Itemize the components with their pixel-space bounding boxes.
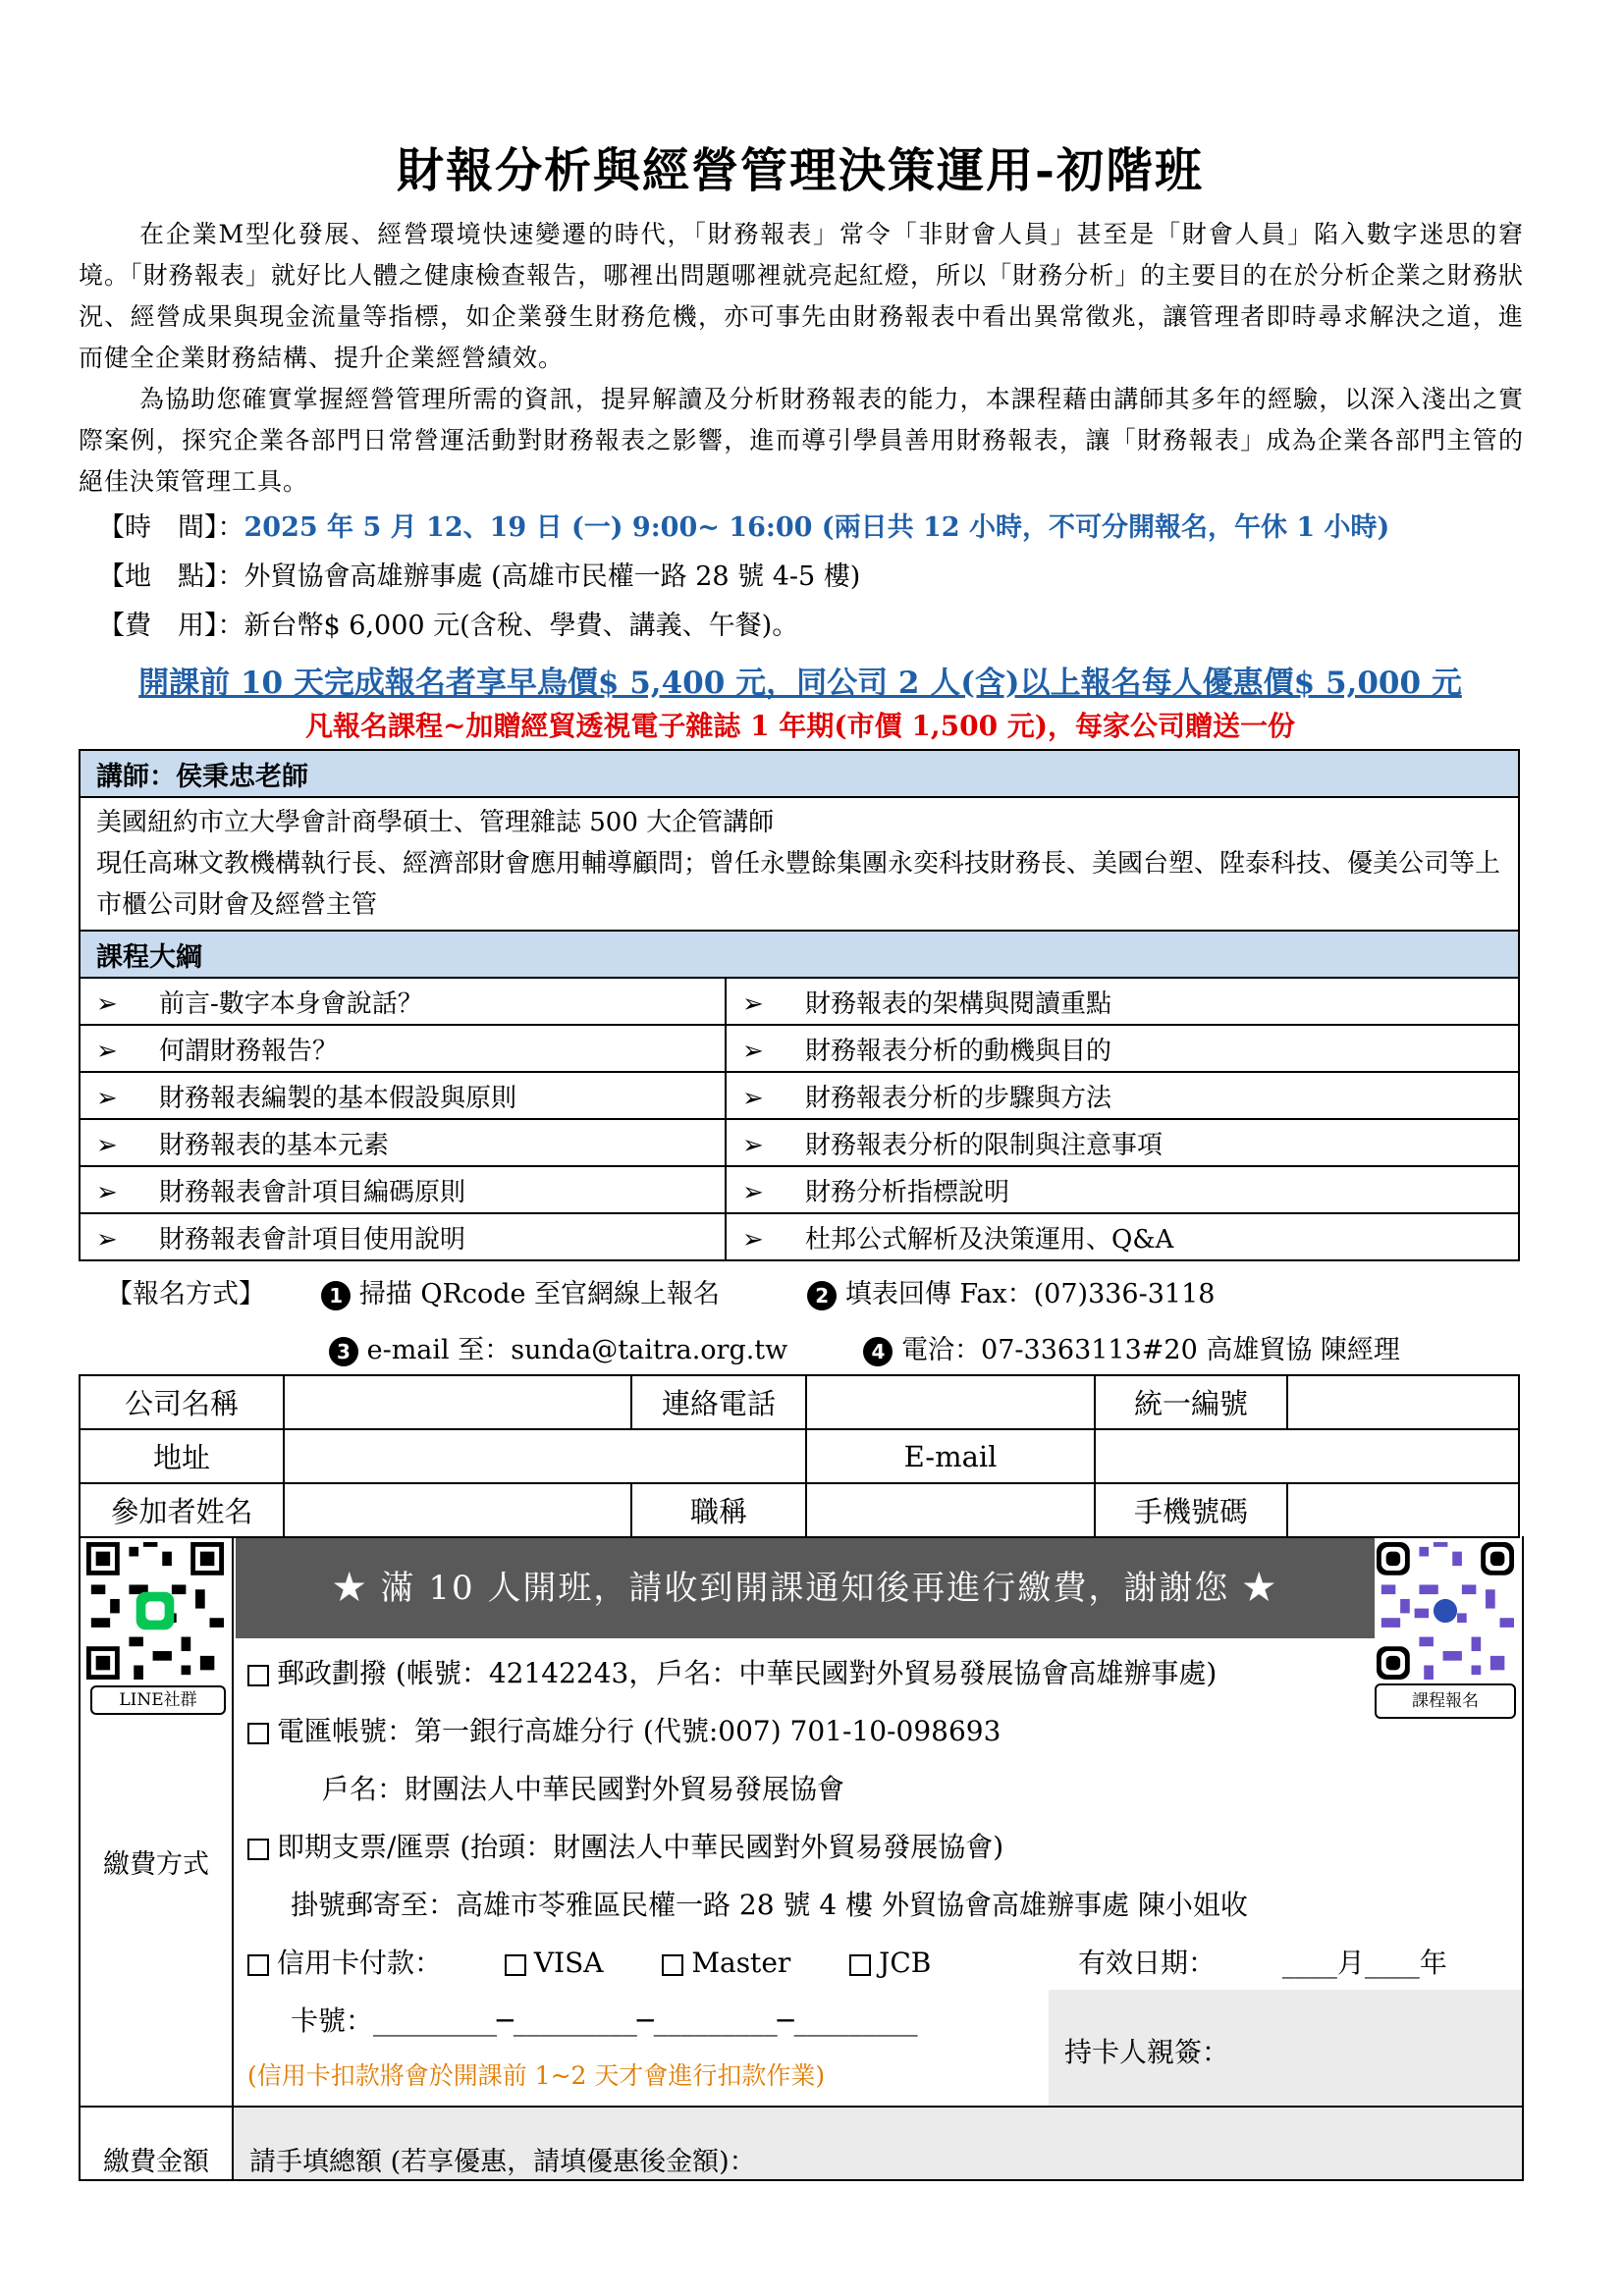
wire-option: 電匯帳號：第一銀行高雄分行 (代號:007) 701-10-098693 — [247, 1710, 1001, 1749]
instructor-header: 講師：侯秉忠老師 — [80, 750, 1519, 797]
registration-row-2 — [329, 1328, 1400, 1366]
bullet-icon: ➢ — [96, 1083, 118, 1113]
time-row — [98, 508, 1389, 548]
master-checkbox[interactable] — [662, 1954, 683, 1976]
signup-label: 課程報名 — [1375, 1683, 1516, 1719]
bullet-icon: ➢ — [742, 1130, 764, 1160]
amount-label: 繳費金額 — [103, 2147, 209, 2177]
postal-checkbox[interactable] — [247, 1665, 269, 1686]
outline-item: ➢ 財務報表的基本元素 — [80, 1119, 726, 1166]
fee-value: 新台幣$ 6,000 元(含稅、學費、講義、午餐)。 — [244, 611, 799, 641]
visa-checkbox[interactable] — [505, 1954, 526, 1976]
tax-id-label: 統一編號 — [1095, 1375, 1287, 1429]
number-2-icon: 2 — [807, 1281, 837, 1310]
outline-item: ➢ 杜邦公式解析及決策運用、Q&A — [726, 1213, 1519, 1260]
mobile-input[interactable] — [1287, 1483, 1519, 1537]
bullet-icon: ➢ — [96, 1036, 118, 1066]
jcb-label: JCB — [879, 1947, 932, 1979]
bullet-icon: ➢ — [742, 1224, 764, 1255]
job-title-input[interactable] — [806, 1483, 1095, 1537]
expiry-row — [1078, 1942, 1447, 1981]
email-label: E-mail — [806, 1429, 1095, 1483]
outline-item: ➢ 財務報表分析的動機與目的 — [726, 1025, 1519, 1072]
outline-item: ➢ 財務報表編製的基本假設與原則 — [80, 1072, 726, 1119]
bullet-icon: ➢ — [96, 1130, 118, 1160]
bullet-icon: ➢ — [742, 1083, 764, 1113]
intro — [79, 214, 1524, 503]
tax-id-input[interactable] — [1287, 1375, 1519, 1429]
address-input[interactable] — [284, 1429, 806, 1483]
registration-form — [79, 1374, 1520, 1538]
amount-input[interactable]: 請手填總額 (若享優惠，請填優惠後金額)： — [249, 2147, 756, 2177]
number-3-icon: 3 — [329, 1337, 358, 1366]
attendee-label: 參加者姓名 — [80, 1483, 284, 1537]
master-label: Master — [691, 1947, 791, 1979]
phone-input[interactable] — [806, 1375, 1095, 1429]
bullet-icon: ➢ — [96, 988, 118, 1019]
page-title: 財報分析與經營管理決策運用-初階班 — [397, 143, 1204, 198]
registration-method-phone: 電洽：07-3363113#20 高雄貿協 陳經理 — [901, 1335, 1400, 1365]
email-input[interactable] — [1095, 1429, 1519, 1483]
bullet-icon: ➢ — [96, 1224, 118, 1255]
credit-card-option: 信用卡付款： VISA Master JCB — [247, 1942, 931, 1981]
outline-header: 課程大綱 — [80, 931, 1519, 978]
card-number-input[interactable]: 卡號：_________─_________─_________─_________ — [291, 2004, 918, 2037]
intro-paragraph: 在企業M型化發展、經營環境快速變遷的時代，「財務報表」常令「非財會人員」甚至是「財會人員」陷入數字迷思的窘境。「財務報表」就好比人體之健康檢查報告，哪裡出問題哪裡就亮起紅燈，所以「財務分析」的主要目的在於分析企業之財務狀況、經營成果與現金流量等指標，如企業發生財務危機，亦可事先由財務報表中看出異常徵兆，讓管理者即時尋求解決之道，進而健全企業財務結構、提升企業經營績效。 — [79, 220, 1524, 372]
mobile-label: 手機號碼 — [1095, 1483, 1287, 1537]
line-qr-code-icon[interactable] — [86, 1542, 224, 1680]
number-1-icon: 1 — [321, 1281, 351, 1310]
address-label: 地址 — [80, 1429, 284, 1483]
instructor-bio — [80, 797, 1519, 931]
class-notice-banner: ★ 滿 10 人開班，請收到開課通知後再進行繳費，謝謝您 ★ — [236, 1538, 1375, 1638]
payment-method-label: 繳費方式 — [103, 1849, 209, 1880]
signature-area[interactable] — [1049, 1990, 1522, 2106]
bullet-icon: ➢ — [742, 1177, 764, 1207]
registration-method-email[interactable]: e-mail 至：sunda@taitra.org.tw — [366, 1335, 788, 1365]
signature-label: 持卡人親簽： — [1064, 2036, 1230, 2068]
fee-label: 【費 用】： — [98, 611, 244, 641]
registration-row-1 — [106, 1272, 1215, 1310]
wire-checkbox[interactable] — [247, 1723, 269, 1744]
course-table — [79, 749, 1520, 1261]
time-value: 2025 年 5 月 12、19 日 (一) 9:00~ 16:00 (兩日共 12 小時，不可分開報名，午休 1 小時) — [244, 512, 1390, 543]
bullet-icon: ➢ — [742, 1036, 764, 1066]
time-label: 【時 間】： — [98, 512, 244, 543]
company-input[interactable] — [284, 1375, 631, 1429]
bullet-icon: ➢ — [742, 988, 764, 1019]
intro-paragraph: 為協助您確實掌握經營管理所需的資訊，提昇解讀及分析財務報表的能力，本課程藉由講師其多年的經驗，以深入淺出之實際案例，探究企業各部門日常營運活動對財務報表之影響，進而導引學員善用財務報表，讓「財務報表」成為企業各部門主管的絕佳決策管理工具。 — [79, 385, 1524, 496]
credit-card-checkbox[interactable] — [247, 1954, 269, 1976]
gift-promo: 凡報名課程~加贈經貿透視電子雜誌 1 年期(市價 1,500 元)，每家公司贈送一份 — [304, 710, 1296, 742]
outline-item: ➢ 財務報表分析的步驟與方法 — [726, 1072, 1519, 1119]
outline-item: ➢ 財務報表分析的限制與注意事項 — [726, 1119, 1519, 1166]
check-checkbox[interactable] — [247, 1839, 269, 1860]
company-label: 公司名稱 — [80, 1375, 284, 1429]
outline-item: ➢ 何謂財務報告？ — [80, 1025, 726, 1072]
payment-section — [79, 1536, 1524, 2181]
job-title-label: 職稱 — [631, 1483, 806, 1537]
expiry-input[interactable]: ____月____年 — [1281, 1947, 1447, 1979]
wire-account-name: 戶名：財團法人中華民國對外貿易發展協會 — [322, 1773, 845, 1805]
attendee-input[interactable] — [284, 1483, 631, 1537]
instructor-bio-line: 現任高琳文教機構執行長、經濟部財會應用輔導顧問；曾任永豐餘集團永奕科技財務長、美國台塑、陞泰科技、優美公司等上市櫃公司財會及經營主管 — [96, 849, 1501, 920]
credit-card-note: (信用卡扣款將會於開課前 1~2 天才會進行扣款作業) — [247, 2061, 826, 2090]
outline-item: ➢ 財務報表會計項目編碼原則 — [80, 1166, 726, 1213]
early-bird-promo: 開課前 10 天完成報名者享早鳥價$ 5,400 元，同公司 2 人(含)以上報名每人優惠價$ 5,000 元 — [138, 666, 1462, 701]
instructor-bio-line: 美國紐約市立大學會計商學碩士、管理雜誌 500 大企管講師 — [96, 808, 775, 837]
bullet-icon: ➢ — [96, 1177, 118, 1207]
number-4-icon: 4 — [863, 1337, 893, 1366]
phone-label: 連絡電話 — [631, 1375, 806, 1429]
jcb-checkbox[interactable] — [849, 1954, 871, 1976]
outline-item: ➢ 財務報表會計項目使用說明 — [80, 1213, 726, 1260]
place-label: 【地 點】： — [98, 561, 244, 592]
line-group-label: LINE社群 — [90, 1685, 226, 1715]
visa-label: VISA — [533, 1947, 604, 1979]
registration-label: 【報名方式】 — [106, 1279, 265, 1309]
signup-qr-code-icon[interactable] — [1377, 1542, 1514, 1680]
expiry-label: 有效日期： — [1078, 1947, 1217, 1979]
registration-method-qrcode: 掃描 QRcode 至官網線上報名 — [358, 1279, 721, 1309]
outline-item: ➢ 財務報表的架構與閱讀重點 — [726, 978, 1519, 1025]
registration-method-fax: 填表回傳 Fax：(07)336-3118 — [844, 1279, 1216, 1309]
fee-row — [98, 607, 798, 646]
outline-item: ➢ 財務分析指標說明 — [726, 1166, 1519, 1213]
outline-item: ➢ 前言-數字本身會說話？ — [80, 978, 726, 1025]
place-row — [98, 558, 860, 597]
postal-option: 郵政劃撥 (帳號：42142243，戶名：中華民國對外貿易發展協會高雄辦事處) — [247, 1652, 1217, 1691]
mail-to-address: 掛號郵寄至：高雄市苓雅區民權一路 28 號 4 樓 外貿協會高雄辦事處 陳小姐收 — [291, 1889, 1248, 1921]
check-option: 即期支票/匯票 (抬頭：財團法人中華民國對外貿易發展協會) — [247, 1826, 1003, 1865]
place-value: 外貿協會高雄辦事處 (高雄市民權一路 28 號 4-5 樓) — [244, 561, 861, 592]
